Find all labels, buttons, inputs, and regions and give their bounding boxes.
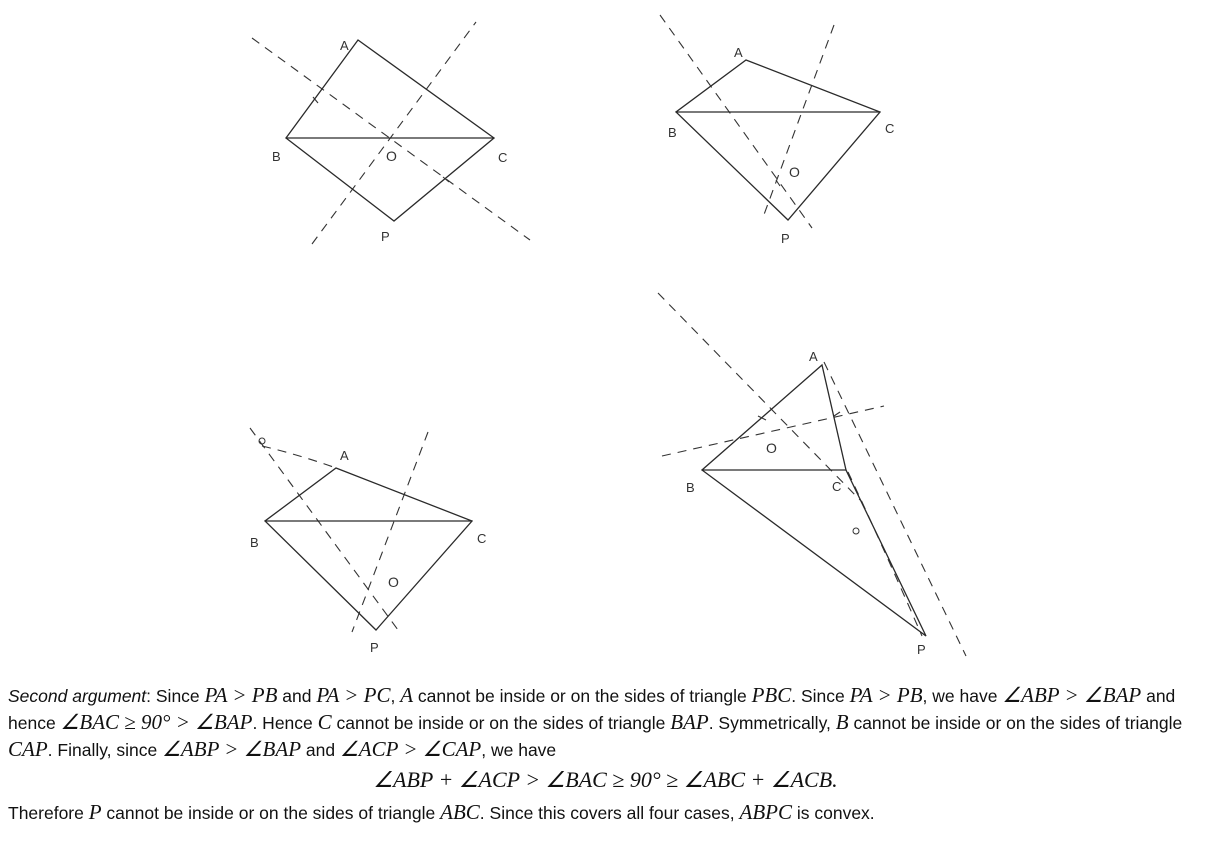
label-p: P [370, 640, 379, 655]
text-run: . Symmetrically, [708, 713, 836, 733]
bisector-line [312, 22, 476, 244]
label-o: O [386, 148, 397, 164]
label-c: C [498, 150, 508, 165]
text-run: . Hence [252, 713, 318, 733]
math-expression: ABPC [739, 800, 792, 824]
text-run: . Since this covers all four cases, [479, 803, 740, 823]
quadrilateral-abpc [286, 40, 494, 221]
bisector-line [762, 25, 834, 220]
label-b: B [668, 125, 677, 140]
label-c: C [477, 531, 487, 546]
label-a: A [734, 45, 743, 60]
label-o: O [789, 164, 800, 180]
math-expression: B [835, 710, 849, 734]
label-b: B [686, 480, 695, 495]
text-run: , we have [922, 686, 1003, 706]
text-run: . Since [791, 686, 850, 706]
text-run: and hence [8, 686, 1176, 733]
text-run: . Finally, since [47, 740, 163, 760]
text-run: cannot be inside or on the sides of triangle [413, 686, 752, 706]
label-c: C [832, 479, 842, 494]
proof-paragraph [8, 682, 1203, 763]
label-a: A [340, 448, 349, 463]
math-expression: ABC [440, 800, 480, 824]
math-expression: A [400, 683, 414, 707]
quadrilateral-abpc [676, 60, 880, 220]
math-expression: P [88, 800, 102, 824]
label-p: P [917, 642, 926, 657]
label-p: P [381, 229, 390, 244]
math-expression: BAP [670, 710, 709, 734]
math-expression: PA > PC [316, 683, 391, 707]
math-expression: ∠ABP > ∠BAP [162, 737, 302, 761]
argument-label: Second argument [8, 686, 147, 706]
figure-4 [658, 293, 966, 657]
text-run: , [390, 686, 401, 706]
label-a: A [809, 349, 818, 364]
label-b: B [272, 149, 281, 164]
bisector-line [352, 432, 428, 632]
quadrilateral-abpc [265, 468, 472, 630]
label-c: C [885, 121, 895, 136]
tick-mark [776, 180, 780, 186]
text-run: cannot be inside or on the sides of triangle [101, 803, 441, 823]
figure-1 [252, 22, 530, 244]
text-run: Therefore [8, 803, 89, 823]
bisector-line [824, 362, 966, 656]
label-o: O [766, 440, 777, 456]
text-run: is convex. [792, 803, 875, 823]
tick-mark [834, 412, 840, 416]
math-expression: PA > PB [204, 683, 278, 707]
display-equation [8, 763, 1203, 799]
text-run: cannot be inside or on the sides of triangle [331, 713, 671, 733]
label-p: P [781, 231, 790, 246]
math-expression: CAP [8, 737, 48, 761]
math-expression: PBC [751, 683, 792, 707]
bisector-line [252, 38, 530, 240]
label-o: O [388, 574, 399, 590]
proof-paragraph [8, 799, 1203, 826]
extension-curve [262, 446, 336, 468]
point-marker [853, 528, 859, 534]
quadrilateral-abpc [702, 365, 926, 636]
label-b: B [250, 535, 259, 550]
math-expression: PA > PB [849, 683, 923, 707]
figure-3 [250, 428, 486, 655]
proof-text [8, 682, 1203, 826]
text-run: cannot be inside or on the sides of triangle [848, 713, 1183, 733]
text-run: , we have [481, 740, 557, 760]
math-expression: C [317, 710, 332, 734]
bisector-line [250, 428, 398, 630]
display-math: ∠ABP + ∠ACP > ∠BAC ≥ 90° ≥ ∠ABC + ∠ACB. [373, 767, 838, 792]
text-run: and [301, 740, 340, 760]
text-run: : Since [146, 686, 205, 706]
text-run: and [277, 686, 317, 706]
figure-2 [660, 15, 894, 246]
label-a: A [340, 38, 349, 53]
math-expression: ∠ACP > ∠CAP [339, 737, 482, 761]
math-expression: ∠ABP > ∠BAP [1002, 683, 1142, 707]
math-expression: ∠BAC ≥ 90° > ∠BAP [60, 710, 253, 734]
